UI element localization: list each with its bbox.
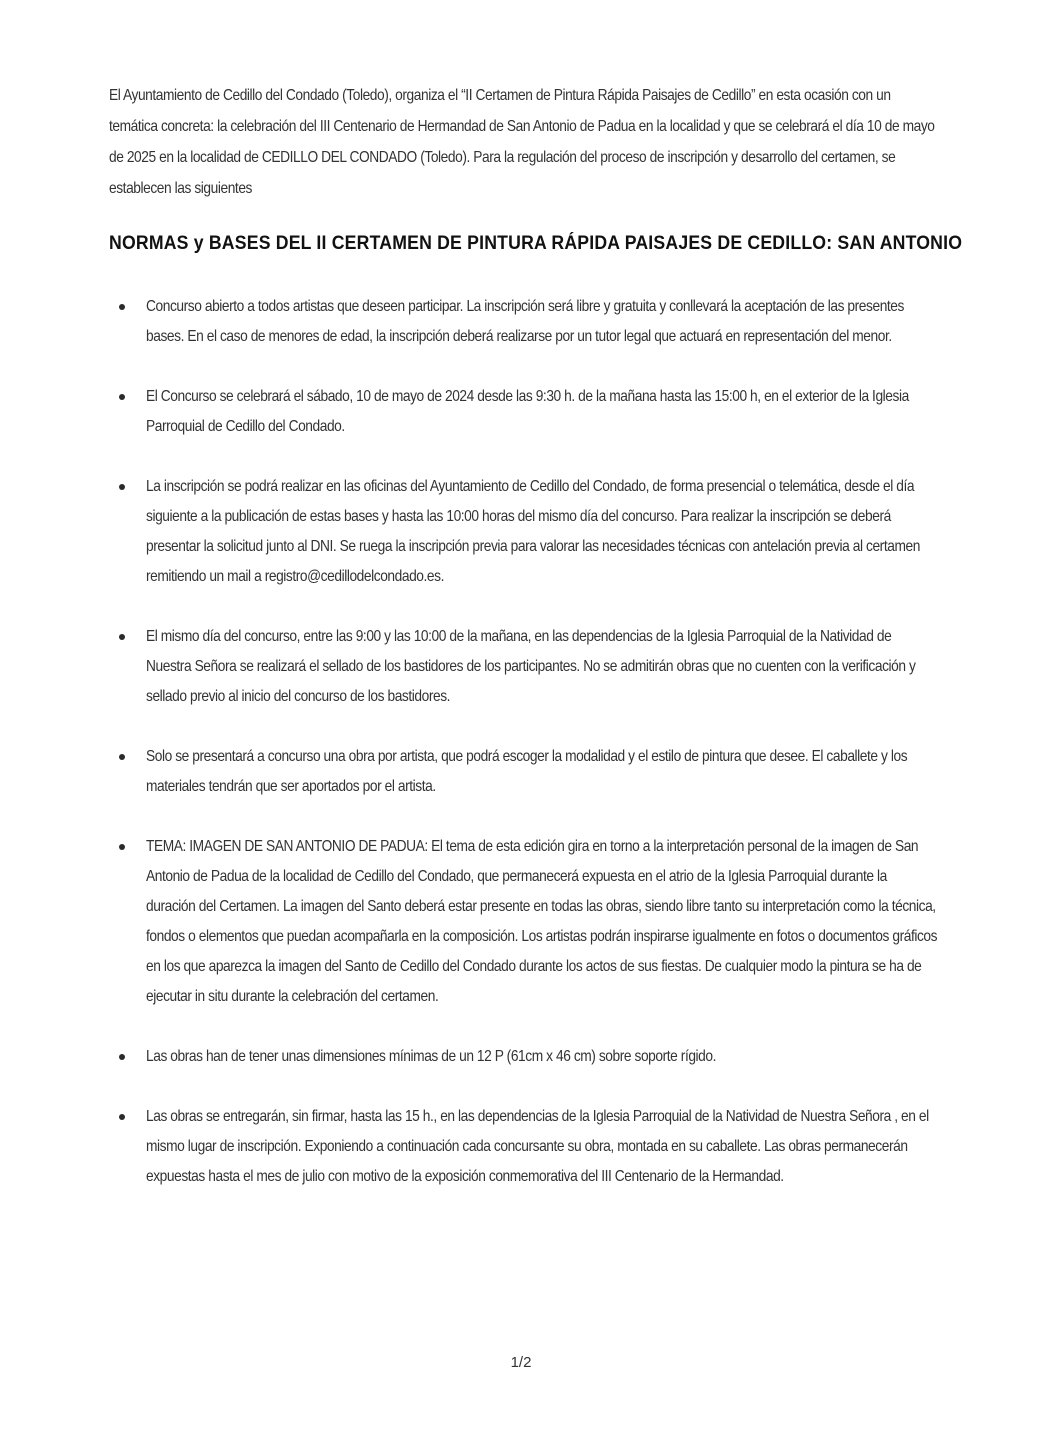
document-page [109, 80, 963, 1185]
rule-text: Las obras se entregarán, sin firmar, hasta las 15 h., en las dependencias de la Iglesia Parroquial de la Natividad de Nuestra Señora , en el mismo lugar de inscripción. Exponiendo a continuación cada concursante su obra, montada en su caballete. Las obras permanecerán expuestas hasta el mes de julio con motivo de la exposición conmemorativa del III Centenario de la Hermandad. [146, 1108, 929, 1185]
rule-item [109, 382, 934, 442]
bullet-icon [119, 484, 125, 490]
rule-text: Solo se presentará a concurso una obra por artista, que podrá escoger la modalidad y el estilo de pintura que desee. El caballete y los materiales tendrán que ser aportados por el artista. [146, 748, 908, 795]
rule-item [109, 622, 934, 712]
rule-text: Las obras han de tener unas dimensiones mínimas de un 12 P (61cm x 46 cm) sobre soporte rígido. [146, 1048, 717, 1065]
bullet-icon [119, 844, 125, 850]
bullet-icon [119, 1054, 125, 1060]
bullet-icon [119, 304, 125, 310]
bullet-icon [119, 394, 125, 400]
rule-item [109, 1042, 934, 1072]
rule-text: La inscripción se podrá realizar en las oficinas del Ayuntamiento de Cedillo del Condado, de forma presencial o telemática, desde el día siguiente a la publicación de estas bases y hasta las 10:00 horas del mismo día del concurso. Para realizar la inscripción se deberá presentar la solicitud junto al DNI. Se ruega la inscripción previa para valorar las necesidades técnicas con antelación previa al certamen remitiendo un mail a registro@cedillodelcondado.es. [146, 478, 920, 585]
rule-item [109, 292, 934, 352]
rule-item [109, 1102, 934, 1192]
rule-text: Concurso abierto a todos artistas que deseen participar. La inscripción será libre y gratuita y conllevará la aceptación de las presentes bases. En el caso de menores de edad, la inscripción deberá realizarse por un tutor legal que actuará en representación del menor. [146, 298, 904, 345]
rules-list [109, 292, 938, 1222]
bullet-icon [119, 634, 125, 640]
intro-paragraph: El Ayuntamiento de Cedillo del Condado (Toledo), organiza el “II Certamen de Pintura Rápida Paisajes de Cedillo” en esta ocasión con un temática concreta: la celebración del III Centenario de Hermandad de San Antonio de Padua en la localidad y que se celebrará el día 10 de mayo de 2025 en la localidad de CEDILLO DEL CONDADO (Toledo). Para la regulación del proceso de inscripción y desarrollo del certamen, se establecen las siguientes [109, 87, 935, 197]
bullet-icon [119, 1114, 125, 1120]
rule-text: El mismo día del concurso, entre las 9:00 y las 10:00 de la mañana, en las dependencias de la Iglesia Parroquial de la Natividad de Nuestra Señora se realizará el sellado de los bastidores de los participantes. No se admitirán obras que no cuenten con la verificación y sellado previo al inicio del concurso de los bastidores. [146, 628, 916, 705]
rule-item [109, 832, 938, 1012]
rule-item [109, 472, 934, 592]
section-heading: NORMAS y BASES DEL II CERTAMEN DE PINTURA RÁPIDA PAISAJES DE CEDILLO: SAN ANTONIO [109, 233, 963, 254]
rule-text: El Concurso se celebrará el sábado, 10 de mayo de 2024 desde las 9:30 h. de la mañana hasta las 15:00 h, en el exterior de la Iglesia Parroquial de Cedillo del Condado. [146, 388, 909, 435]
rule-text: TEMA: IMAGEN DE SAN ANTONIO DE PADUA: El tema de esta edición gira en torno a la interpretación personal de la imagen de San Antonio de Padua de la localidad de Cedillo del Condado, que permanecerá expuesta en el atrio de la Iglesia Parroquial durante la duración del Certamen. La imagen del Santo deberá estar presente en todas las obras, siendo libre tanto su interpretación como la técnica, fondos o elementos que puedan acompañarla en la composición. Los artistas podrán inspirarse igualmente en fotos o documentos gráficos en los que aparezca la imagen del Santo de Cedillo del Condado durante los actos de sus fiestas. De cualquier modo la pintura se ha de ejecutar in situ durante la celebración del certamen. [146, 838, 938, 1005]
page-number: 1/2 [510, 1354, 532, 1371]
rule-item [109, 742, 934, 802]
bullet-icon [119, 754, 125, 760]
